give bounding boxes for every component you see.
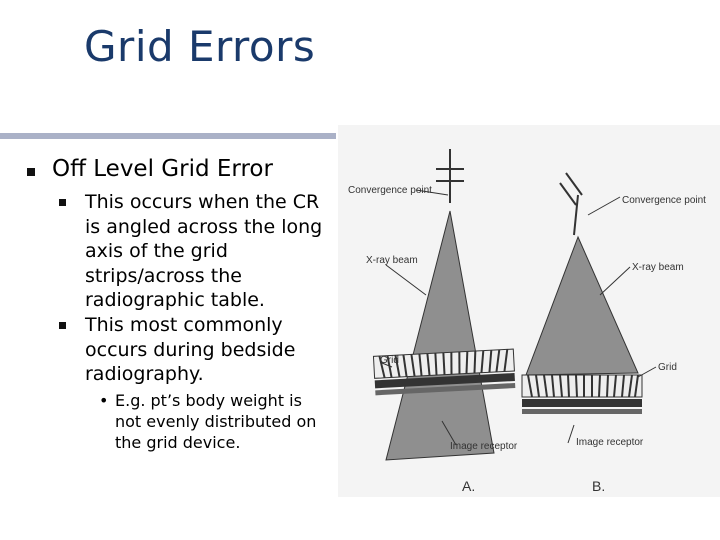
label-grid-b: Grid xyxy=(658,362,677,373)
label-receptor-a: Image receptor xyxy=(450,441,518,452)
panel-a xyxy=(348,149,518,494)
panel-b xyxy=(522,173,706,494)
label-convergence-b: Convergence point xyxy=(622,195,706,206)
xray-tube-icon xyxy=(436,149,464,203)
grid-diagram-figure xyxy=(338,125,720,497)
xray-beam-b xyxy=(526,237,638,375)
square-bullet-icon xyxy=(59,199,66,206)
grid-b xyxy=(522,375,642,414)
round-bullet-icon: • xyxy=(99,391,109,410)
bullet-level1-text: Off Level Grid Error xyxy=(52,156,273,182)
square-bullet-icon xyxy=(59,322,66,329)
xray-beam-a xyxy=(386,211,494,460)
panel-b-letter: B. xyxy=(592,478,606,494)
slide-title: Grid Errors xyxy=(84,22,316,71)
panel-a-letter: A. xyxy=(462,478,476,494)
bullet-level2-text: This occurs when the CR is angled across the long axis of the grid strips/across the radiographic table. xyxy=(85,191,323,311)
label-grid-a: Grid xyxy=(380,355,399,366)
grid-diagram-svg xyxy=(338,125,720,497)
label-receptor-b: Image receptor xyxy=(576,437,644,448)
label-beam-a: X-ray beam xyxy=(366,255,418,266)
label-beam-b: X-ray beam xyxy=(632,262,684,273)
title-divider xyxy=(0,133,336,139)
xray-tube-icon xyxy=(560,173,582,235)
bullet-level2-text: This most commonly occurs during bedside radiography. xyxy=(85,314,296,385)
label-convergence-a: Convergence point xyxy=(348,185,432,196)
bullet-level3-text: E.g. pt’s body weight is not evenly distributed on the grid device. xyxy=(115,391,317,452)
square-bullet-icon xyxy=(27,168,35,176)
